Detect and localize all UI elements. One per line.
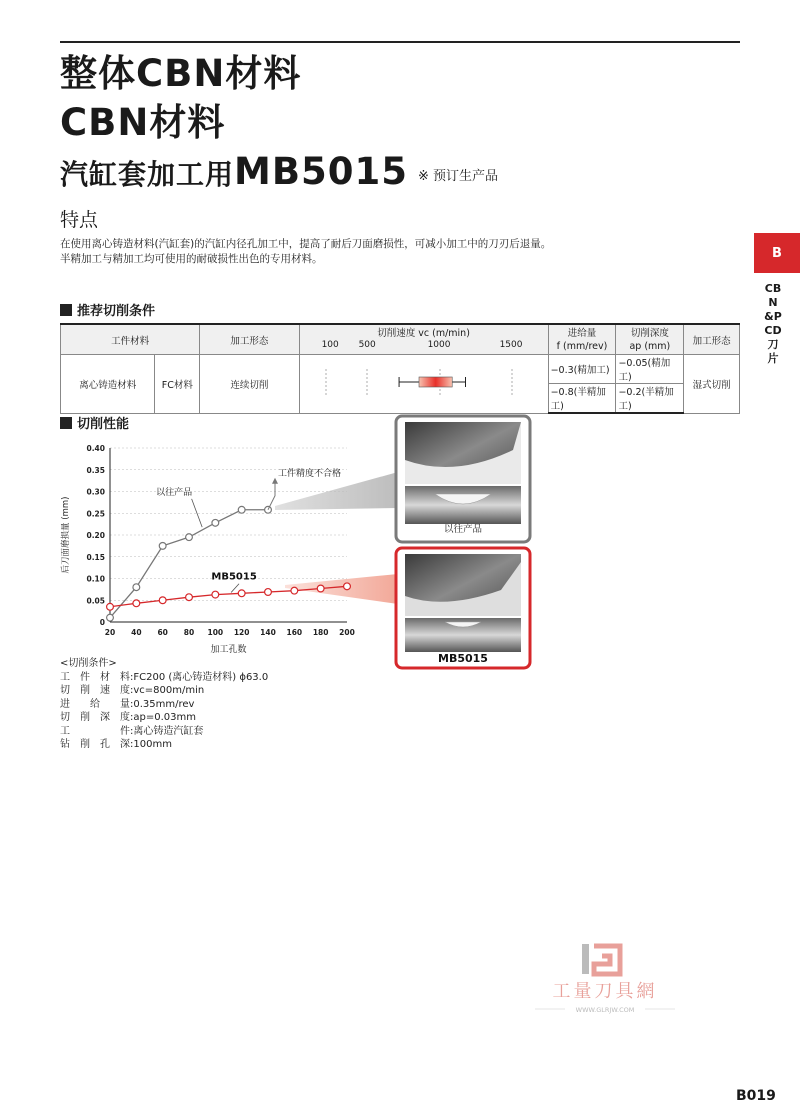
watermark-url: WWW.GLRJW.COM xyxy=(575,1006,635,1014)
data-point-old-product xyxy=(107,614,114,621)
watermark-text: 工量刀具網 xyxy=(552,981,658,1002)
td-speed-range xyxy=(299,355,548,414)
data-point-mb5015 xyxy=(107,603,114,610)
watermark-logo-icon xyxy=(594,946,620,974)
data-point-mb5015 xyxy=(317,585,324,592)
data-point-old-product xyxy=(238,506,245,513)
speed-tick-1000: 1000 xyxy=(427,340,451,350)
old-product-photo-bottom xyxy=(405,486,521,524)
th-material: 工件材料 xyxy=(61,324,200,355)
title-grade: MB5015 xyxy=(234,150,409,193)
old-product-photo-label: 以往产品 xyxy=(443,524,483,535)
speed-tick-1500: 1500 xyxy=(499,340,523,350)
features-line-2: 半精加工与精加工均可使用的耐破损性出色的专用材料。 xyxy=(60,253,323,265)
data-point-mb5015 xyxy=(238,590,245,597)
y-tick-label: 0.05 xyxy=(86,596,105,606)
data-point-mb5015 xyxy=(265,589,272,596)
recommended-heading xyxy=(60,300,155,319)
title-prefix: 汽缸套加工用 xyxy=(60,158,235,191)
cutting-condition-label: 钻 削 孔 深 xyxy=(60,739,130,750)
y-tick-label: 0.25 xyxy=(86,509,105,519)
td-feed-finish: −0.3(精加工) xyxy=(548,355,616,384)
x-tick-label: 200 xyxy=(339,628,355,637)
x-tick-label: 40 xyxy=(131,628,142,637)
th-mode: 加工形态 xyxy=(684,324,740,355)
page-title-line3 xyxy=(60,150,498,192)
y-tick-label: 0.35 xyxy=(86,465,105,475)
cutting-condition-label: 工 件 材 料 xyxy=(60,671,130,683)
chart-x-ticks xyxy=(105,628,355,637)
td-mode: 湿式切削 xyxy=(684,355,740,414)
cutting-condition-row xyxy=(60,711,268,725)
th-speed-ticks xyxy=(299,339,548,355)
legend-mb5015: MB5015 xyxy=(211,571,257,583)
cutting-condition-row xyxy=(60,684,268,698)
cutting-conditions xyxy=(60,657,268,752)
td-material: 离心铸造材料 xyxy=(61,355,155,414)
side-tab-label: CBN&PCD刀片 xyxy=(764,282,782,365)
top-rule xyxy=(60,41,740,43)
x-tick-label: 180 xyxy=(312,628,329,637)
chart-y-ticks xyxy=(86,444,105,627)
mb5015-photo-label: MB5015 xyxy=(438,652,488,665)
cutting-condition-value: :0.35mm/rev xyxy=(130,698,195,710)
y-tick-label: 0.20 xyxy=(86,531,105,540)
square-bullet-icon xyxy=(60,304,72,316)
performance-heading-text: 切削性能 xyxy=(77,417,130,432)
title-note: ※ 预订生产品 xyxy=(418,169,499,184)
y-tick-label: 0.30 xyxy=(86,487,105,497)
data-point-mb5015 xyxy=(291,587,298,594)
x-tick-label: 60 xyxy=(157,628,168,637)
cutting-condition-value: :vc=800m/min xyxy=(130,685,205,696)
watermark-logo-bar xyxy=(582,944,589,974)
th-depth-unit: ap (mm) xyxy=(616,339,684,355)
cutting-condition-value: :离心铸造汽缸套 xyxy=(130,725,204,737)
td-depth-finish: −0.05(精加工) xyxy=(616,355,684,384)
x-tick-label: 80 xyxy=(183,628,195,637)
speed-range-svg xyxy=(300,367,548,397)
legend-old-product: 以往产品 xyxy=(156,487,193,498)
data-point-old-product xyxy=(133,584,140,591)
cutting-conditions-heading: <切削条件> xyxy=(60,658,117,669)
td-depth-semi: −0.2(半精加工) xyxy=(616,384,684,414)
cutting-condition-value: :ap=0.03mm xyxy=(130,712,196,723)
data-point-mb5015 xyxy=(212,591,219,598)
leader-mb5015 xyxy=(231,584,239,593)
x-tick-label: 140 xyxy=(260,628,276,637)
recommended-conditions-table xyxy=(60,323,740,414)
th-form: 加工形态 xyxy=(200,324,299,355)
cutting-condition-row xyxy=(60,698,268,712)
td-feed-semi: −0.8(半精加工) xyxy=(548,384,616,414)
cutting-condition-row xyxy=(60,671,268,685)
recommended-heading-text: 推荐切削条件 xyxy=(77,304,156,319)
side-tab-b[interactable]: B xyxy=(754,233,800,273)
cutting-condition-value: :100mm xyxy=(130,739,172,750)
data-point-old-product xyxy=(186,534,193,541)
th-depth: 切削深度 xyxy=(616,324,684,339)
page-number: B019 xyxy=(736,1088,776,1104)
cutting-condition-label: 切 削 速 度 xyxy=(60,685,130,696)
data-point-mb5015 xyxy=(159,597,166,604)
flank-wear-chart xyxy=(55,436,365,658)
th-feed-unit: f (mm/rev) xyxy=(548,339,616,355)
cutting-condition-row xyxy=(60,725,268,739)
annotation-precision-fail: 工件精度不合格 xyxy=(278,468,342,479)
cutting-conditions-rows xyxy=(60,671,268,752)
y-tick-label: 0.15 xyxy=(86,552,105,562)
y-tick-label: 0 xyxy=(99,618,105,627)
cutting-condition-value: :FC200 (离心铸造材料) ϕ63.0 xyxy=(130,671,269,683)
y-tick-label: 0.40 xyxy=(86,444,105,453)
cutting-condition-label: 工 件 xyxy=(60,725,130,737)
data-point-mb5015 xyxy=(133,600,140,607)
speed-tick-500: 500 xyxy=(358,340,376,350)
data-point-mb5015 xyxy=(186,594,193,601)
data-point-old-product xyxy=(159,542,166,549)
chart-series xyxy=(107,506,351,621)
features-line-1: 在使用离心铸造材料(汽缸套)的汽缸内径孔加工中，提高了耐后刀面磨损性，可减小加工中的刀刃后退量。 xyxy=(60,238,552,250)
cutting-condition-row xyxy=(60,738,268,752)
th-feed: 进给量 xyxy=(548,324,616,339)
th-speed: 切削速度 vc (m/min) xyxy=(299,324,548,339)
chart-y-axis-label: 后刀面磨损量 (mm) xyxy=(61,496,71,574)
leader-old-product xyxy=(192,499,203,527)
x-tick-label: 20 xyxy=(104,628,116,637)
square-bullet-icon xyxy=(60,417,72,429)
x-tick-label: 160 xyxy=(286,628,303,637)
features-heading: 特点 xyxy=(60,209,99,231)
speed-tick-100: 100 xyxy=(321,340,339,350)
leader-precision-fail xyxy=(268,480,275,510)
x-tick-label: 120 xyxy=(233,628,250,637)
x-tick-label: 100 xyxy=(207,628,224,637)
chart-x-axis-label: 加工孔数 xyxy=(210,645,247,655)
td-material-sub: FC材料 xyxy=(155,355,200,414)
page-title-line2: CBN材料 xyxy=(60,101,226,144)
cutting-condition-label: 进 给 量 xyxy=(60,698,130,710)
watermark xyxy=(520,940,690,1020)
cutting-condition-label: 切 削 深 度 xyxy=(60,712,130,723)
page-title-line1: 整体CBN材料 xyxy=(60,52,302,95)
td-form: 连续切削 xyxy=(200,355,299,414)
speed-recommended-bar xyxy=(419,377,452,387)
series-line-mb5015 xyxy=(110,586,347,606)
data-point-old-product xyxy=(212,519,219,526)
data-point-mb5015 xyxy=(344,583,351,590)
performance-heading xyxy=(60,413,129,432)
y-tick-label: 0.10 xyxy=(86,574,105,584)
